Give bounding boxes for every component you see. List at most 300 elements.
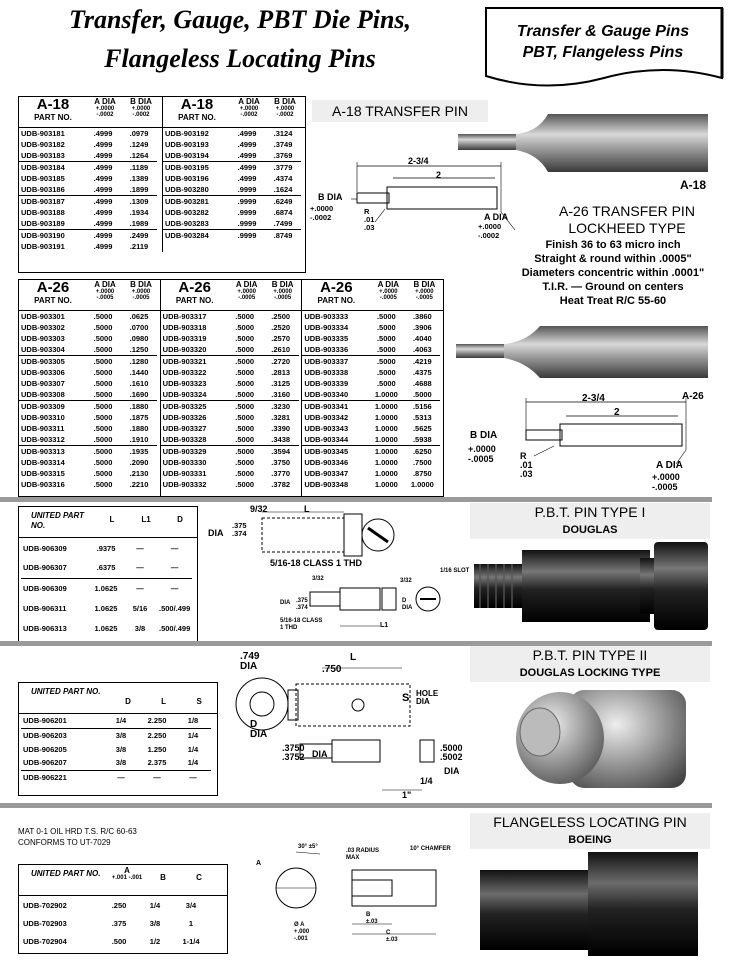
part-number-cell: UDB-903345 bbox=[304, 447, 349, 456]
value-cell: .4999 bbox=[93, 151, 113, 160]
value-cell: .3281 bbox=[271, 413, 291, 422]
value-cell: .5000 bbox=[235, 368, 255, 377]
part-number-cell: UDB-903320 bbox=[162, 345, 207, 354]
pbt1-dim-s3: 3/32 bbox=[312, 576, 324, 582]
value-cell: 1.0000 bbox=[374, 424, 398, 433]
flange-section-title: FLANGELESS LOCATING PIN bbox=[493, 814, 687, 830]
pbt1-dim-l1: L1 bbox=[380, 622, 389, 629]
pbt1-section-title: P.B.T. PIN TYPE I bbox=[534, 504, 646, 520]
table-row bbox=[161, 378, 299, 389]
a26-dim-r2: .03 bbox=[520, 469, 533, 479]
value-cell: 1.0000 bbox=[374, 469, 398, 478]
table-row bbox=[302, 389, 440, 401]
a26-dim-btol: +.0000 -.0005 bbox=[468, 444, 496, 464]
pbt2-dim-one: 1" bbox=[402, 790, 412, 800]
table-row bbox=[161, 367, 299, 378]
pbt1-dim-a: 9/32 bbox=[250, 504, 268, 514]
value-cell: 1.0625 bbox=[94, 603, 118, 613]
table-row bbox=[163, 218, 301, 230]
value-cell: .5000 bbox=[376, 334, 396, 343]
part-number-cell: UDB-903195 bbox=[165, 163, 209, 172]
a26-b-2: B DIA bbox=[271, 280, 294, 289]
value-cell: .2570 bbox=[271, 334, 291, 343]
value-cell: .5000 bbox=[93, 379, 113, 388]
value-cell: .1250 bbox=[129, 345, 149, 354]
a26-atol-2: +.0000 -.0005 bbox=[237, 289, 256, 301]
value-cell: .3124 bbox=[273, 129, 293, 138]
table-row bbox=[21, 756, 211, 770]
category-banner bbox=[478, 2, 728, 90]
a26-title-1: A-26 bbox=[36, 279, 70, 296]
part-number-cell: UDB-903339 bbox=[304, 379, 349, 388]
pbt2-dim-s: S bbox=[402, 692, 410, 704]
banner-line2: PBT, Flangeless Pins bbox=[522, 44, 684, 61]
table-row bbox=[19, 468, 157, 479]
flange-dim-a: A bbox=[256, 860, 262, 867]
part-number-cell: UDB-903329 bbox=[162, 447, 207, 456]
a18-dim-r-label: R bbox=[364, 207, 370, 216]
value-cell: .0700 bbox=[129, 323, 149, 332]
table-row bbox=[302, 468, 440, 479]
pbt2-dim-x2: .3752 bbox=[282, 752, 305, 762]
value-cell: .4063 bbox=[412, 345, 432, 354]
part-number-cell: UDB-903187 bbox=[21, 197, 65, 206]
a26-btol-3: +.0000 -.0005 bbox=[415, 289, 434, 301]
part-number-cell: UDB-903310 bbox=[21, 413, 65, 422]
value-cell: — bbox=[170, 543, 179, 553]
flange-table bbox=[18, 864, 228, 954]
flange-col-a-tol: +.001 -.001 bbox=[111, 875, 143, 881]
value-cell: .4999 bbox=[93, 129, 113, 138]
pbt1-dim-dia3: DIA bbox=[280, 600, 291, 606]
a18-col-a-tol: +.0000 -.0002 bbox=[95, 106, 115, 118]
pbt1-dim-thread: 5/16-18 CLASS 1 THD bbox=[270, 558, 363, 568]
flange-col-b: B bbox=[160, 873, 166, 882]
value-cell: .5000 bbox=[235, 379, 255, 388]
pbt1-sub-title: DOUGLAS bbox=[562, 524, 618, 536]
value-cell: 2.375 bbox=[147, 758, 167, 768]
a26-a-1: A DIA bbox=[94, 280, 116, 289]
value-cell: 1/4 bbox=[187, 730, 199, 740]
value-cell: 1.0000 bbox=[410, 480, 434, 489]
a18-col-b-tol-2: +.0000 -.0002 bbox=[275, 106, 295, 118]
a26-dim-length: 2 bbox=[614, 407, 620, 418]
table-row bbox=[19, 218, 157, 230]
table-row bbox=[302, 344, 440, 356]
pbt2-dim-l: L bbox=[350, 652, 357, 663]
table-row bbox=[19, 333, 157, 344]
value-cell: .8750 bbox=[412, 469, 432, 478]
value-cell: .5000 bbox=[235, 458, 255, 467]
value-cell: .1935 bbox=[129, 447, 149, 456]
value-cell: .5000 bbox=[93, 469, 113, 478]
value-cell: — bbox=[189, 772, 197, 782]
pbt1-col-d: D bbox=[177, 515, 183, 524]
part-number-cell: UDB-906207 bbox=[23, 758, 67, 768]
flange-col-a: A bbox=[124, 866, 130, 875]
value-cell: 1.0000 bbox=[374, 458, 398, 467]
a18-table bbox=[18, 96, 306, 273]
value-cell: .8749 bbox=[273, 231, 293, 240]
value-cell: .9999 bbox=[237, 208, 257, 217]
value-cell: .6874 bbox=[273, 208, 293, 217]
table-row bbox=[161, 479, 299, 490]
a26-table bbox=[18, 279, 444, 497]
table-row bbox=[302, 378, 440, 389]
value-cell: .5000 bbox=[93, 390, 113, 399]
part-number-cell: UDB-903302 bbox=[21, 323, 65, 332]
table-row bbox=[302, 401, 440, 413]
part-number-cell: UDB-903334 bbox=[304, 323, 349, 332]
table-row bbox=[163, 207, 301, 218]
value-cell: .5000 bbox=[376, 312, 396, 321]
value-cell: .6250 bbox=[412, 447, 432, 456]
a18-col-b: B DIA bbox=[130, 97, 152, 106]
value-cell: .1875 bbox=[129, 413, 149, 422]
part-number-cell: UDB-906313 bbox=[23, 623, 67, 633]
value-cell: .1249 bbox=[129, 140, 149, 149]
value-cell: — bbox=[170, 563, 179, 573]
value-cell: .3770 bbox=[271, 469, 291, 478]
flange-photo bbox=[470, 848, 712, 956]
value-cell: .0625 bbox=[129, 312, 149, 321]
pbt2-dim-x bbox=[282, 744, 305, 762]
value-cell: .3750 bbox=[271, 458, 291, 467]
value-cell: .9999 bbox=[237, 219, 257, 228]
pbt2-dim-dia4: DIA bbox=[312, 749, 328, 759]
table-row bbox=[302, 446, 440, 458]
part-number-cell: UDB-903308 bbox=[21, 390, 65, 399]
value-cell: .3906 bbox=[412, 323, 432, 332]
value-cell: — bbox=[136, 563, 144, 573]
value-cell: .250 bbox=[111, 900, 127, 910]
table-row bbox=[19, 150, 157, 162]
table-row bbox=[21, 598, 192, 618]
part-number-cell: UDB-903327 bbox=[162, 424, 207, 433]
value-cell: .3782 bbox=[271, 480, 291, 489]
value-cell: .7500 bbox=[412, 458, 432, 467]
value-cell: .2720 bbox=[271, 357, 291, 366]
a18-dim-bdia: B DIA bbox=[318, 192, 343, 202]
value-cell: .4999 bbox=[237, 129, 257, 138]
pbt1-dim-dia: DIA bbox=[208, 528, 224, 538]
part-number-cell: UDB-903183 bbox=[21, 151, 65, 160]
pbt1-col-l: L bbox=[109, 515, 115, 524]
part-number-cell: UDB-903184 bbox=[21, 163, 65, 172]
a18-table-left bbox=[19, 97, 162, 252]
value-cell: .7499 bbox=[273, 219, 293, 228]
a18-col-part-2: PART NO. bbox=[178, 113, 216, 122]
table-row bbox=[163, 196, 301, 208]
part-number-cell: UDB-903342 bbox=[304, 413, 349, 422]
table-row bbox=[19, 128, 157, 139]
value-cell: .3438 bbox=[271, 435, 291, 444]
flange-notes bbox=[18, 826, 137, 848]
value-cell: .6249 bbox=[273, 197, 293, 206]
value-cell: .5000 bbox=[235, 390, 255, 399]
value-cell: 2.250 bbox=[147, 716, 167, 726]
section-divider-1 bbox=[0, 497, 712, 502]
flange-note-1: MAT 0-1 OIL HRD T.S. R/C 60-63 bbox=[18, 827, 137, 836]
table-row bbox=[302, 479, 440, 490]
pbt2-dim-749-dia: DIA bbox=[240, 661, 258, 672]
table-row bbox=[302, 423, 440, 434]
value-cell: .5000 bbox=[235, 345, 255, 354]
value-cell: .2813 bbox=[271, 368, 291, 377]
a18-dim-overall: 2-3/4 bbox=[408, 156, 429, 166]
table-row bbox=[163, 150, 301, 162]
table-row bbox=[19, 378, 157, 389]
part-number-cell: UDB-903314 bbox=[21, 458, 65, 467]
a18-photo-label: A-18 bbox=[680, 178, 707, 192]
value-cell: — bbox=[136, 543, 144, 553]
value-cell: 1.0625 bbox=[94, 623, 118, 633]
value-cell: .1440 bbox=[129, 368, 149, 377]
value-cell: 1/4 bbox=[187, 758, 199, 768]
a26-dim-r1: .01 bbox=[520, 460, 533, 470]
pbt2-dim-hole-label: HOLE bbox=[416, 689, 439, 698]
part-number-cell: UDB-903280 bbox=[165, 185, 209, 194]
a26-table-col2 bbox=[160, 280, 302, 496]
pbt2-dim-q: 1/4 bbox=[420, 776, 433, 786]
part-number-cell: UDB-906307 bbox=[23, 563, 67, 573]
value-cell: .4219 bbox=[412, 357, 432, 366]
value-cell: .5000 bbox=[235, 357, 255, 366]
value-cell: 1.0000 bbox=[374, 435, 398, 444]
value-cell: .5000 bbox=[93, 357, 113, 366]
table-row bbox=[19, 423, 157, 434]
value-cell: .2210 bbox=[129, 480, 149, 489]
value-cell: 1-1/4 bbox=[182, 936, 200, 946]
a18-dim-r2: .03 bbox=[364, 223, 375, 232]
part-number-cell: UDB-903311 bbox=[21, 424, 65, 433]
table-row bbox=[19, 184, 157, 196]
pbt2-photo bbox=[500, 680, 700, 798]
pbt1-dim-dia2: DIA bbox=[402, 605, 413, 611]
value-cell: .3160 bbox=[271, 390, 291, 399]
flange-dim-ang: 30° ±5° bbox=[298, 844, 318, 850]
value-cell: .4040 bbox=[412, 334, 432, 343]
a26-title-3: A-26 bbox=[320, 279, 353, 296]
part-number-cell: UDB-903194 bbox=[165, 151, 209, 160]
a26-table-col3 bbox=[301, 280, 443, 496]
a26-dim-overall: 2-3/4 bbox=[582, 393, 605, 404]
table-row bbox=[163, 184, 301, 196]
part-number-cell: UDB-903281 bbox=[165, 197, 209, 206]
flange-sub-title: BOEING bbox=[568, 834, 612, 846]
value-cell: 5/16 bbox=[132, 603, 148, 613]
value-cell: .5938 bbox=[412, 435, 432, 444]
value-cell: .9999 bbox=[237, 185, 257, 194]
value-cell: 3/4 bbox=[185, 900, 197, 910]
a18-col-a: A DIA bbox=[94, 97, 116, 106]
a26-dim-r bbox=[520, 452, 536, 479]
pbt2-header bbox=[470, 646, 710, 682]
pbt2-col-l: L bbox=[161, 697, 167, 706]
pbt2-col-part: UNITED PART NO. bbox=[31, 687, 101, 696]
a26-btol-2: +.0000 -.0005 bbox=[273, 289, 292, 301]
pbt1-dim-d1: .375 bbox=[232, 521, 247, 530]
pbt2-dim-x1: .3750 bbox=[282, 743, 305, 753]
value-cell: .1624 bbox=[273, 185, 293, 194]
value-cell: .5000 bbox=[235, 447, 255, 456]
value-cell: .1989 bbox=[129, 219, 149, 228]
value-cell: 3/8 bbox=[115, 758, 127, 768]
a18-col-a-2: A DIA bbox=[238, 97, 260, 106]
a26-spec-3: Diameters concentric within .0001" bbox=[521, 267, 705, 279]
a26-section-title: A-26 TRANSFER PIN bbox=[559, 203, 695, 219]
part-number-cell: UDB-903191 bbox=[21, 242, 65, 251]
pbt2-dim-d-label: D bbox=[250, 719, 258, 730]
value-cell: .1934 bbox=[129, 208, 149, 217]
part-number-cell: UDB-903189 bbox=[21, 219, 65, 228]
part-number-cell: UDB-903332 bbox=[162, 480, 207, 489]
part-number-cell: UDB-903283 bbox=[165, 219, 209, 228]
a18-right-rows bbox=[163, 128, 301, 241]
part-number-cell: UDB-903315 bbox=[21, 469, 65, 478]
value-cell: .5000 bbox=[412, 390, 432, 399]
table-row bbox=[163, 162, 301, 174]
part-number-cell: UDB-903193 bbox=[165, 140, 209, 149]
value-cell: 1/8 bbox=[187, 716, 199, 726]
value-cell: .4999 bbox=[237, 151, 257, 160]
pbt2-dim-hole-dia: DIA bbox=[416, 697, 430, 706]
table-row bbox=[21, 770, 211, 784]
value-cell: .4999 bbox=[93, 219, 113, 228]
value-cell: 1.0000 bbox=[374, 480, 398, 489]
value-cell: 1/4 bbox=[149, 900, 161, 910]
a26-b-3: B DIA bbox=[413, 280, 436, 289]
value-cell: .4999 bbox=[93, 242, 113, 251]
part-number-cell: UDB-903331 bbox=[162, 469, 207, 478]
value-cell: .2520 bbox=[271, 323, 291, 332]
pbt2-dim-d-dia: DIA bbox=[250, 729, 268, 740]
a18-table-title-2: A-18 bbox=[180, 96, 214, 113]
table-row bbox=[161, 434, 299, 446]
value-cell: .1610 bbox=[129, 379, 149, 388]
pbt1-dim-d3: .375 bbox=[296, 598, 308, 604]
table-row bbox=[161, 311, 299, 322]
value-cell: 1.0000 bbox=[374, 413, 398, 422]
pbt2-dim-y2: .5002 bbox=[440, 752, 463, 762]
section-divider-3 bbox=[0, 803, 712, 808]
pbt2-col-s: S bbox=[196, 697, 202, 706]
part-number-cell: UDB-906203 bbox=[23, 730, 67, 740]
a18-left-rows bbox=[19, 128, 157, 252]
value-cell: .3594 bbox=[271, 447, 291, 456]
a26-part-2: PART NO. bbox=[175, 296, 214, 305]
a26-spec-5: Heat Treat R/C 55-60 bbox=[559, 295, 667, 307]
pbt2-dim-y1: .5000 bbox=[440, 743, 463, 753]
page-title-line2: Flangeless Locating Pins bbox=[104, 44, 376, 73]
value-cell: .3125 bbox=[271, 379, 291, 388]
flange-dim-c bbox=[386, 930, 398, 944]
table-row bbox=[161, 322, 299, 333]
flange-col-c: C bbox=[196, 873, 202, 882]
table-row bbox=[21, 742, 211, 756]
part-number-cell: UDB-903344 bbox=[304, 435, 349, 444]
table-row bbox=[161, 356, 299, 368]
value-cell: .5000 bbox=[93, 435, 113, 444]
value-cell: .5000 bbox=[93, 447, 113, 456]
table-row bbox=[19, 241, 157, 252]
table-row bbox=[161, 412, 299, 423]
table-row bbox=[163, 230, 301, 242]
value-cell: .5000 bbox=[93, 345, 113, 354]
value-cell: 1.0625 bbox=[94, 583, 118, 593]
flange-dim-ctol: ±.03 bbox=[386, 937, 398, 943]
value-cell: .1880 bbox=[129, 402, 149, 411]
banner-line1: Transfer & Gauge Pins bbox=[516, 23, 690, 40]
a26-col1-rows bbox=[19, 311, 157, 490]
part-number-cell: UDB-702902 bbox=[23, 900, 67, 910]
value-cell: 1/4 bbox=[115, 716, 127, 726]
value-cell: .5000 bbox=[235, 435, 255, 444]
a26-col3-rows bbox=[302, 311, 440, 490]
table-row bbox=[19, 356, 157, 368]
value-cell: .5000 bbox=[235, 334, 255, 343]
value-cell: 3/8 bbox=[134, 623, 146, 633]
value-cell: .1280 bbox=[129, 357, 149, 366]
value-cell: .5000 bbox=[235, 402, 255, 411]
pbt2-table bbox=[18, 682, 218, 796]
table-row bbox=[163, 139, 301, 150]
value-cell: .1189 bbox=[129, 163, 149, 172]
a26-atol-3: +.0000 -.0005 bbox=[379, 289, 398, 301]
table-row bbox=[19, 446, 157, 458]
value-cell: 1/2 bbox=[149, 936, 161, 946]
table-row bbox=[21, 558, 192, 578]
part-number-cell: UDB-903330 bbox=[162, 458, 207, 467]
value-cell: 1.0000 bbox=[374, 402, 398, 411]
pbt1-col-l1: L1 bbox=[141, 515, 151, 524]
part-number-cell: UDB-903324 bbox=[162, 390, 207, 399]
value-cell: — bbox=[117, 772, 125, 782]
part-number-cell: UDB-903326 bbox=[162, 413, 207, 422]
flange-dim-atol: +.000 -.001 bbox=[294, 929, 310, 942]
table-row bbox=[302, 311, 440, 322]
flange-rows bbox=[21, 896, 209, 950]
a26-a-3: A DIA bbox=[377, 280, 400, 289]
part-number-cell: UDB-903343 bbox=[304, 424, 349, 433]
a26-dim-adia: A DIA bbox=[656, 460, 683, 471]
value-cell: .500/.499 bbox=[159, 603, 191, 613]
pbt1-dim-slot: 1/16 SLOT bbox=[440, 568, 470, 574]
table-row bbox=[21, 618, 192, 638]
value-cell: .4999 bbox=[93, 163, 113, 172]
value-cell: .5156 bbox=[412, 402, 432, 411]
value-cell: — bbox=[153, 772, 161, 782]
value-cell: 3/8 bbox=[149, 918, 161, 928]
value-cell: .4374 bbox=[273, 174, 293, 183]
value-cell: .1264 bbox=[129, 151, 149, 160]
part-number-cell: UDB-702903 bbox=[23, 918, 67, 928]
table-row bbox=[302, 322, 440, 333]
pbt1-dim-d4: .374 bbox=[296, 605, 308, 611]
part-number-cell: UDB-903188 bbox=[21, 208, 65, 217]
table-row bbox=[302, 412, 440, 423]
table-row bbox=[19, 412, 157, 423]
table-row bbox=[163, 128, 301, 139]
part-number-cell: UDB-903313 bbox=[21, 447, 65, 456]
pbt1-col-part: UNITED PART NO. bbox=[31, 511, 85, 530]
pbt2-dim-749-val: .749 bbox=[240, 651, 260, 662]
part-number-cell: UDB-903321 bbox=[162, 357, 207, 366]
table-row bbox=[21, 578, 192, 598]
flange-dim-btol: ±.03 bbox=[366, 919, 378, 925]
value-cell: — bbox=[170, 583, 179, 593]
a18-table-title: A-18 bbox=[36, 96, 70, 113]
